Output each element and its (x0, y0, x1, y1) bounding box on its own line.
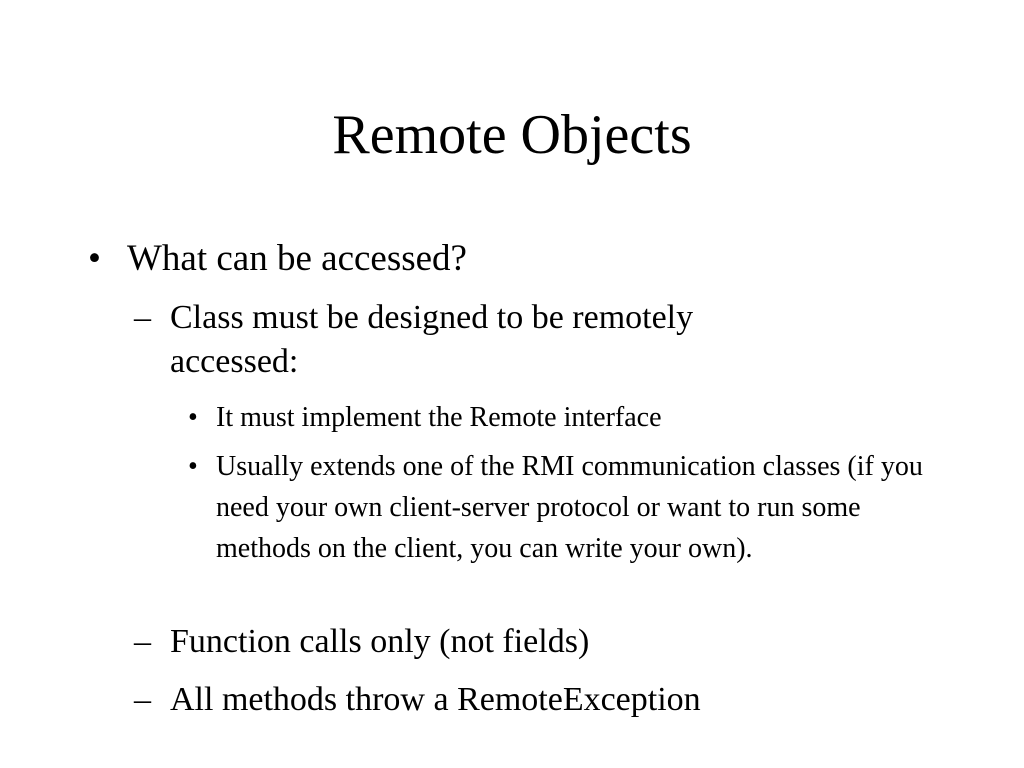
dash-icon: – (134, 681, 151, 718)
bullet-icon: • (188, 402, 198, 433)
list-item-text: What can be accessed? (127, 238, 467, 279)
list-item-text: It must implement the Remote interface (216, 402, 662, 433)
list-item-text: Class must be designed to be remotely accessed: (170, 299, 694, 380)
dash-icon: – (134, 299, 151, 336)
list-item-level-2 (134, 678, 894, 722)
slide-title: Remote Objects (332, 104, 692, 166)
list-item-level-1 (88, 237, 948, 281)
list-item-text: Usually extends one of the RMI communication classes (if you need your own client-server protocol or want to run some methods on the client, you can write your own). (216, 451, 923, 564)
list-item-text: All methods throw a RemoteException (170, 681, 701, 718)
list-item-level-3 (188, 446, 948, 610)
dash-icon: – (134, 623, 151, 660)
list-item-text: Function calls only (not fields) (170, 623, 590, 660)
list-item-level-2 (134, 296, 794, 386)
list-item-level-2 (134, 620, 894, 664)
list-item-level-3 (188, 397, 948, 438)
bullet-icon: • (188, 451, 198, 482)
bullet-icon: • (88, 238, 101, 279)
